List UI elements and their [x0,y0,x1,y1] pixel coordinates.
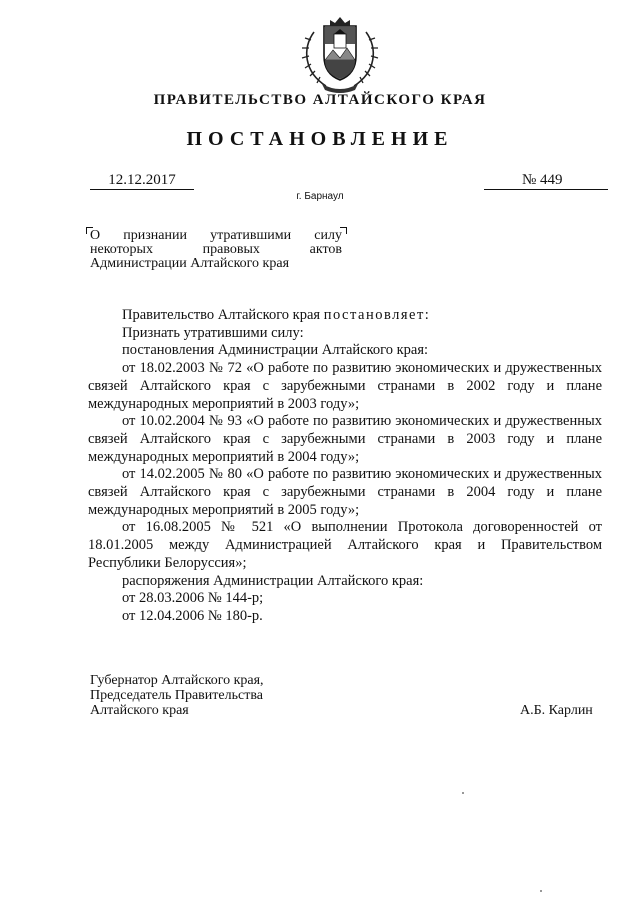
document-number [484,171,608,190]
position-line: Алтайского края [90,703,189,718]
subject-line: некоторых правовых актов [90,242,342,257]
body-paragraph: от 10.02.2004 № 93 «О работе по развитию экономических и дружественных связей Алтайского края с зарубежными странами в 2003 году и плане международных мероприятий в 2004 году»; [88,413,602,465]
coat-of-arms-emblem [300,14,380,96]
issuing-authority: ПРАВИТЕЛЬСТВО АЛТАЙСКОГО КРАЯ [153,92,487,108]
body-paragraph: от 28.03.2006 № 144-р; [122,590,264,607]
signatory-name: А.Б. Карлин [520,703,593,718]
signatory-position [90,673,264,718]
body-paragraph: от 16.08.2005 № 521 «О выполнении Протокола договоренностей от 18.01.2005 между Администрацией Алтайского края и Правительством Республики Белоруссия»; [88,519,602,571]
subject-line: Администрации Алтайского края [90,256,290,271]
intro-verb: постановляет: [323,307,431,323]
body-paragraph: от 18.02.2003 № 72 «О работе по развитию экономических и дружественных связей Алтайского края с зарубежными странами в 2002 году и плане международных мероприятий в 2003 году»; [88,360,602,412]
body-paragraph: Признать утратившими силу: [122,324,304,341]
intro-prefix: Правительство Алтайского края [122,307,324,323]
scan-speck [462,792,464,794]
subject-line: О признании утратившими силу [90,228,342,243]
document-subject [90,229,342,271]
body-intro [88,307,602,325]
document-date: 12.12.2017 [90,171,194,190]
document-number-value: № 449 [522,172,563,188]
body-paragraph: постановления Администрации Алтайского края: [122,342,429,359]
body-paragraph: от 12.04.2006 № 180-р. [122,607,263,624]
scan-speck [540,890,542,892]
document-city: г. Барнаул [296,191,344,202]
body-paragraph: распоряжения Администрации Алтайского края: [122,572,424,589]
document-body [88,307,602,626]
position-line: Губернатор Алтайского края, [90,673,264,688]
body-paragraph: от 14.02.2005 № 80 «О работе по развитию экономических и дружественных связей Алтайского края с зарубежными странами в 2004 году и плане международных мероприятий в 2005 году»; [88,466,602,518]
document-type-title: ПОСТАНОВЛЕНИЕ [186,128,454,150]
position-line: Председатель Правительства [90,688,263,703]
